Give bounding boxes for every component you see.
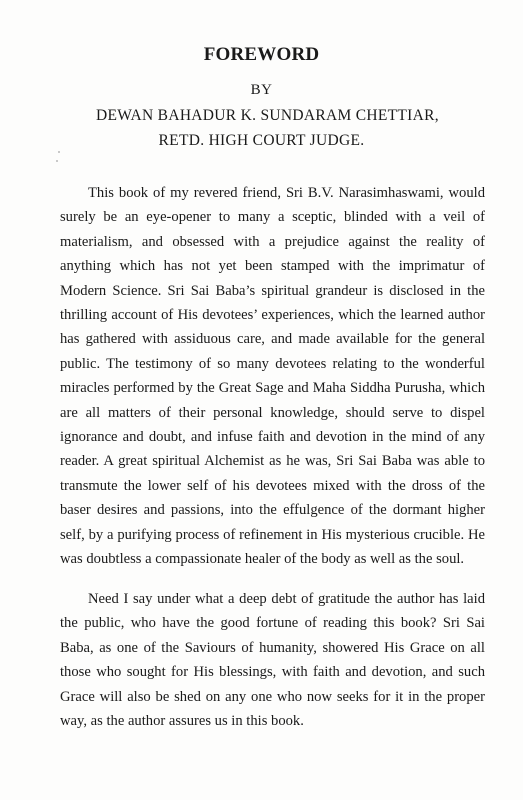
author-name: DEWAN BAHADUR K. SUNDARAM CHETTIAR,	[96, 107, 439, 124]
paper-speck	[58, 151, 60, 153]
paragraph-2: Need I say under what a deep debt of gratitude the author has laid the public, who have the good fortune of reading this book? Sri Sai Baba, as one of the Saviours of humanity, showered His Grace on all those who sought for His blessings, with faith and devotion, and such Grace will also be shed on any one who now seeks for it in the proper way, as the author assures us in this book.	[60, 591, 485, 730]
paper-speck	[56, 160, 58, 162]
page-title: FOREWORD	[203, 44, 320, 65]
author-position: RETD. HIGH COURT JUDGE.	[158, 132, 365, 149]
byline-label: BY	[250, 82, 273, 98]
paragraph-1: This book of my revered friend, Sri B.V. Narasimhaswami, would surely be an eye-opener to many a sceptic, blinded with a veil of materialism, and obsessed with a prejudice against the reality of anything which has not yet been stamped with the imprimatur of Modern Science. Sri Sai Baba’s spiritual grandeur is disclosed in the thrilling account of His devotees’ experiences, which the learned author has gathered with assiduous care, and made available for the general public. The testimony of so many devotees relating to the wonderful miracles performed by the Great Sage and Maha Siddha Purusha, which are all matters of their personal knowledge, should serve to dispel ignorance and doubt, and infuse faith and devotion in the mind of any reader. A great spiritual Alchemist as he was, Sri Sai Baba was able to transmute the lower self of his devotees mixed with the dross of the baser desires and passions, into the effulgence of the dormant higher self, by a purifying process of refinement in His mysterious crucible. He was doubtless a compassionate healer of the body as well as the soul.	[60, 185, 485, 568]
